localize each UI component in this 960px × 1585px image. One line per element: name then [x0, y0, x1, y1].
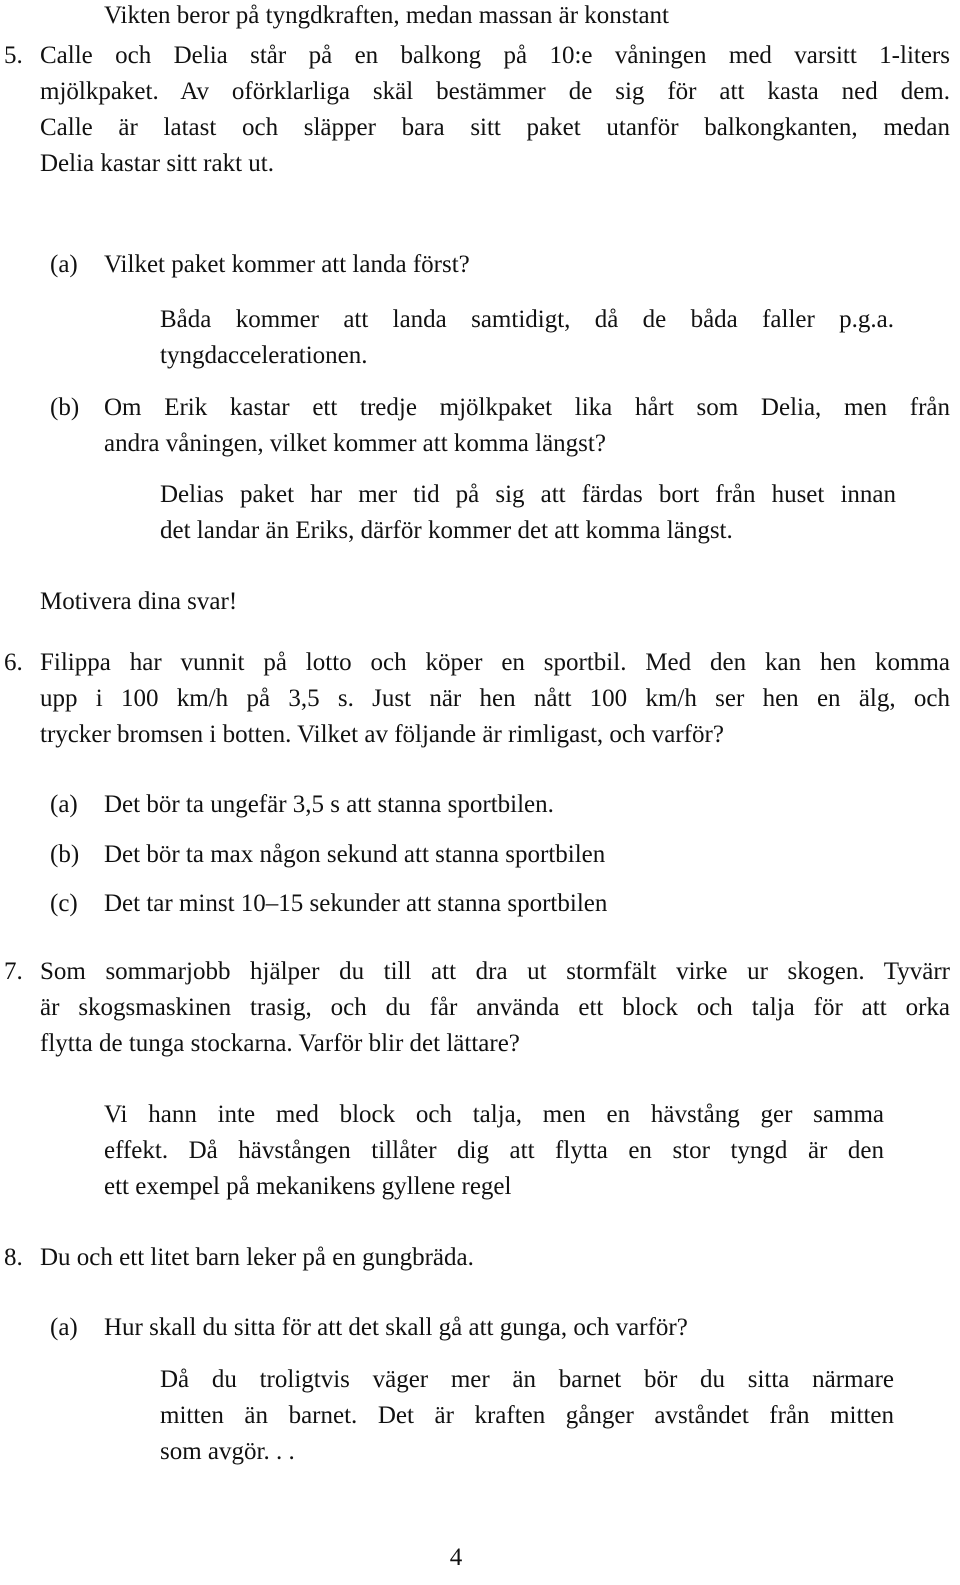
q8a-answer-line: mitten än barnet. Det är kraften gånger avståndet från mitten	[160, 1402, 894, 1429]
q7-line: flytta de tunga stockarna. Varför blir det lättare?	[40, 1030, 520, 1057]
q5b-label: (b)	[50, 394, 80, 421]
q6-line: Filippa har vunnit på lotto och köper en sportbil. Med den kan hen komma	[40, 649, 950, 676]
q8-text: Du och ett litet barn leker på en gungbräda.	[40, 1244, 474, 1271]
page-number: 4	[449, 1544, 463, 1571]
q6-line: trycker bromsen i botten. Vilket av följande är rimligast, och varför?	[40, 721, 724, 748]
q7-line: Som sommarjobb hjälper du till att dra ut stormfält virke ur skogen. Tyvärr	[40, 958, 950, 985]
q5b-answer	[160, 477, 896, 549]
q8a-question: Hur skall du sitta för att det skall gå att gunga, och varför?	[104, 1314, 688, 1341]
q5a-answer-line: tyngdaccelerationen.	[160, 342, 368, 369]
q8a-answer	[160, 1362, 894, 1470]
q7-answer	[104, 1097, 884, 1205]
q6-number: 6.	[4, 649, 23, 676]
q6-option-b: Det bör ta max någon sekund att stanna sportbilen	[104, 841, 606, 868]
q6-option-c: Det tar minst 10–15 sekunder att stanna sportbilen	[104, 890, 608, 917]
q5b-answer-line: det landar än Eriks, därför kommer det att komma längst.	[160, 517, 733, 544]
q5b-question-line: andra våningen, vilket kommer att komma längst?	[104, 430, 606, 457]
q6-text	[40, 645, 950, 753]
q5-line: Calle och Delia står på en balkong på 10:e våningen med varsitt 1-liters	[40, 42, 950, 69]
q6-option-c-label: (c)	[50, 890, 78, 917]
q8a-answer-line: som avgör. . .	[160, 1438, 295, 1465]
q5b-answer-line: Delias paket har mer tid på sig att färdas bort från huset innan	[160, 481, 896, 508]
q8a-label: (a)	[50, 1314, 78, 1341]
q7-answer-line: ett exempel på mekanikens gyllene regel	[104, 1173, 512, 1200]
q5-number: 5.	[4, 42, 23, 69]
q5a-question: Vilket paket kommer att landa först?	[104, 251, 470, 278]
top-line: Vikten beror på tyngdkraften, medan massan är konstant	[104, 2, 669, 29]
q5a-answer	[160, 302, 894, 374]
q5a-answer-line: Båda kommer att landa samtidigt, då de båda faller p.g.a.	[160, 306, 894, 333]
q5b-question	[104, 390, 950, 462]
q6-option-a-label: (a)	[50, 791, 78, 818]
q5a-label: (a)	[50, 251, 78, 278]
q8-number: 8.	[4, 1244, 23, 1271]
q7-line: är skogsmaskinen trasig, och du får använda ett block och talja för att orka	[40, 994, 950, 1021]
q6-line: upp i 100 km/h på 3,5 s. Just när hen nått 100 km/h ser hen en älg, och	[40, 685, 950, 712]
q7-answer-line: effekt. Då hävstången tillåter dig att flytta en stor tyngd är den	[104, 1137, 884, 1164]
motivate-note: Motivera dina svar!	[40, 588, 238, 615]
q7-text	[40, 954, 950, 1062]
q7-number: 7.	[4, 958, 23, 985]
q5-line: Calle är latast och släpper bara sitt paket utanför balkongkanten, medan	[40, 114, 950, 141]
q7-answer-line: Vi hann inte med block och talja, men en hävstång ger samma	[104, 1101, 884, 1128]
q6-option-b-label: (b)	[50, 841, 80, 868]
q8a-answer-line: Då du troligtvis väger mer än barnet bör du sitta närmare	[160, 1366, 894, 1393]
q5-line: Delia kastar sitt rakt ut.	[40, 150, 274, 177]
q6-option-a: Det bör ta ungefär 3,5 s att stanna sportbilen.	[104, 791, 554, 818]
q5-text	[40, 38, 950, 182]
q5-line: mjölkpaket. Av oförklarliga skäl bestämmer de sig för att kasta ned dem.	[40, 78, 950, 105]
q5b-question-line: Om Erik kastar ett tredje mjölkpaket lika hårt som Delia, men från	[104, 394, 950, 421]
